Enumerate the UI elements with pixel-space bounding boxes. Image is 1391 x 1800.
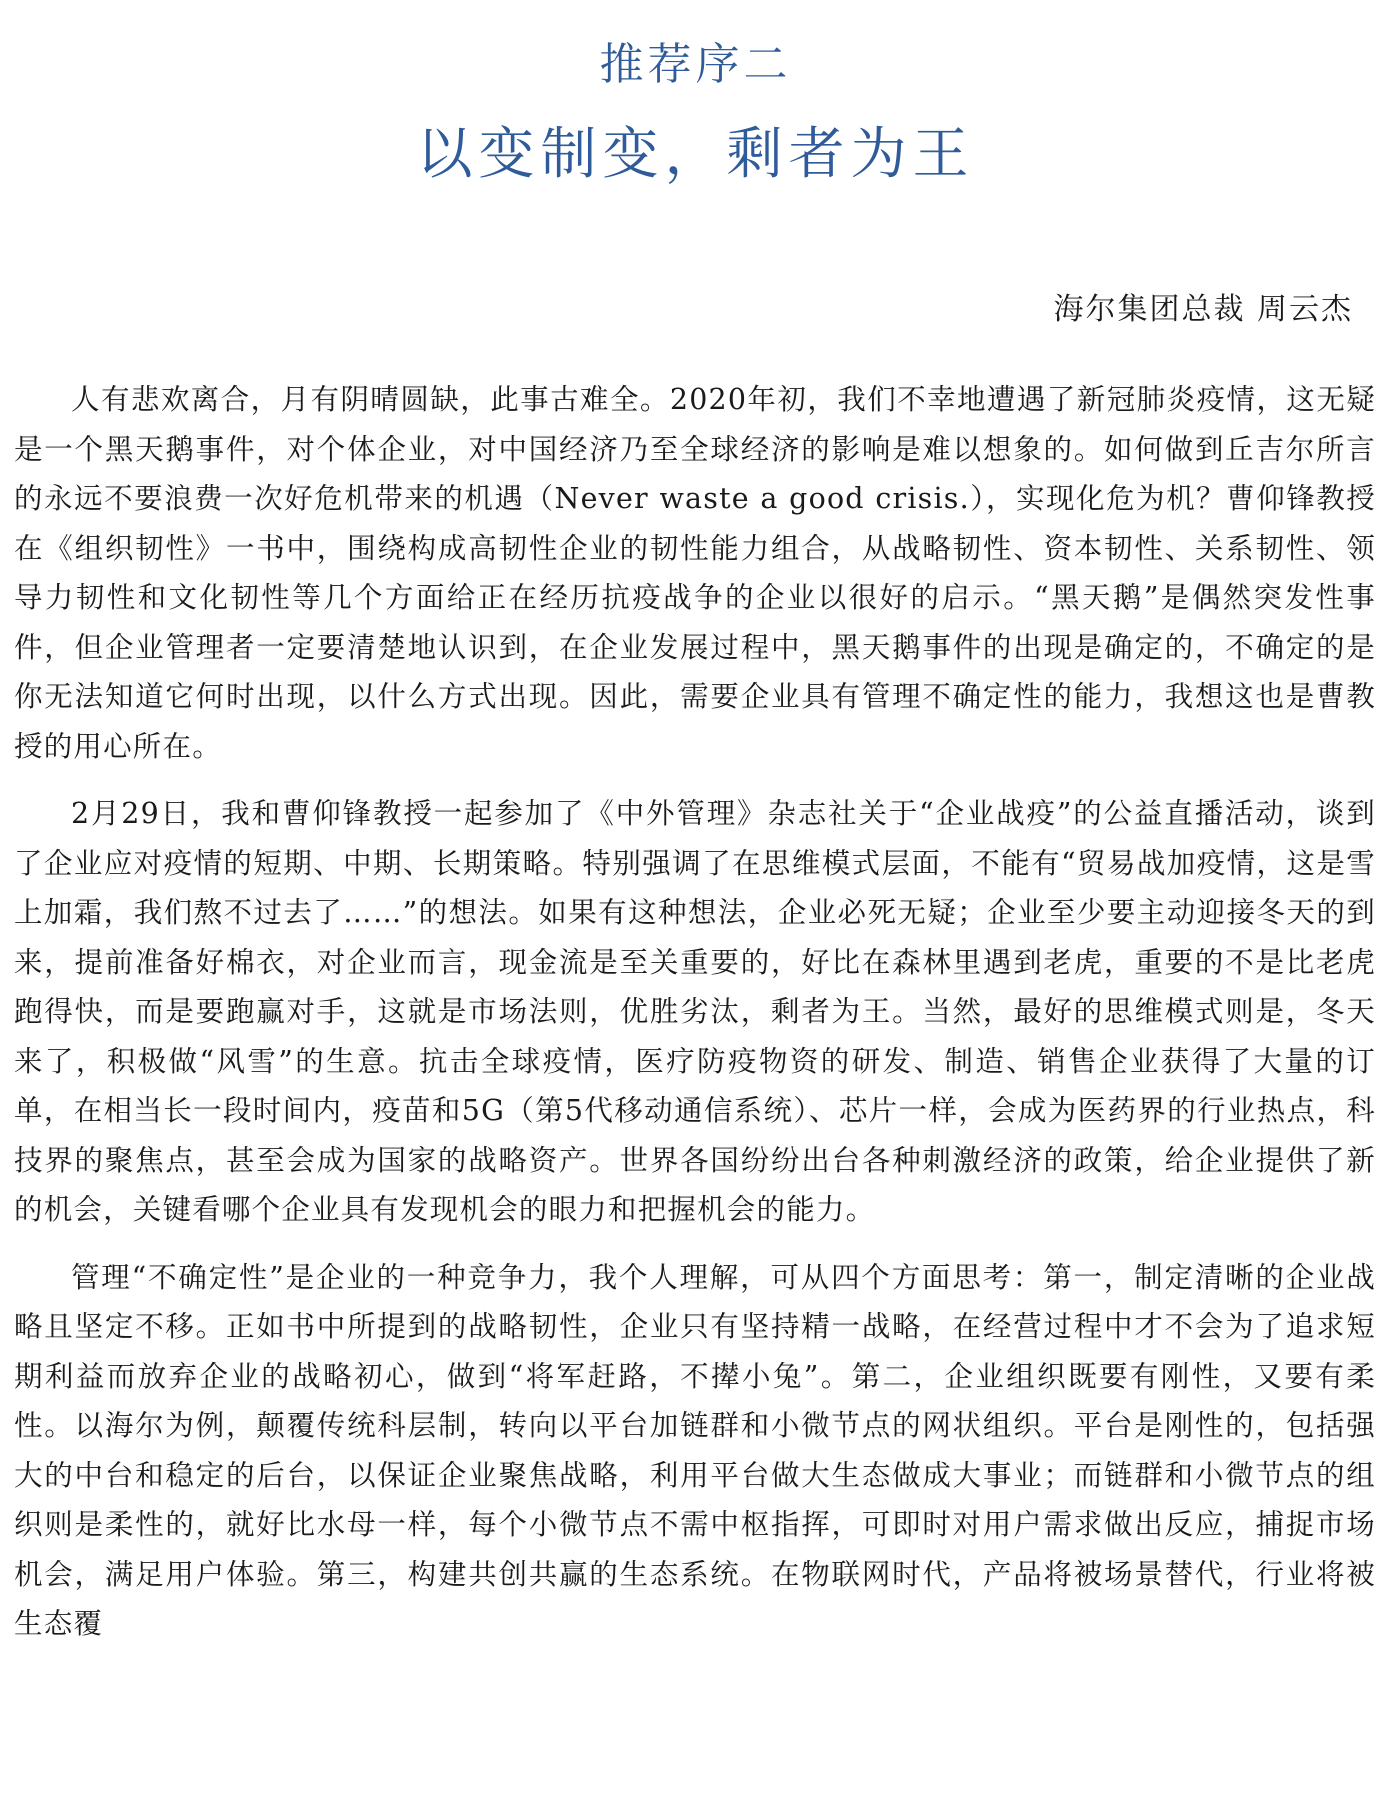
paragraph-3: 管理“不确定性”是企业的一种竞争力，我个人理解，可从四个方面思考：第一，制定清晰的企业战略且坚定不移。正如书中所提到的战略韧性，企业只有坚持精一战略，在经营过程中才不会为了追求短期利益而放弃企业的战略初心，做到“将军赶路，不撵小兔”。第二，企业组织既要有刚性，又要有柔性。以海尔为例，颠覆传统科层制，转向以平台加链群和小微节点的网状组织。平台是刚性的，包括强大的中台和稳定的后台，以保证企业聚焦战略，利用平台做大生态做成大事业；而链群和小微节点的组织则是柔性的，就好比水母一样，每个小微节点不需中枢指挥，可即时对用户需求做出反应，捕捉市场机会，满足用户体验。第三，构建共创共赢的生态系统。在物联网时代，产品将被场景替代，行业将被生态覆 (14, 1260, 1376, 1640)
author-byline: 海尔集团总裁 周云杰 (1053, 292, 1353, 327)
paragraph-1: 人有悲欢离合，月有阴晴圆缺，此事古难全。2020年初，我们不幸地遭遇了新冠肺炎疫情，这无疑是一个黑天鹅事件，对个体企业，对中国经济乃至全球经济的影响是难以想象的。如何做到丘吉尔所言的永远不要浪费一次好危机带来的机遇（Never waste a good crisis.），实现化危为机？曹仰锋教授在《组织韧性》一书中，围绕构成高韧性企业的韧性能力组合，从战略韧性、资本韧性、关系韧性、领导力韧性和文化韧性等几个方面给正在经历抗疫战争的企业以很好的启示。“黑天鹅”是偶然突发性事件，但企业管理者一定要清楚地认识到，在企业发展过程中，黑天鹅事件的出现是确定的，不确定的是你无法知道它何时出现，以什么方式出现。因此，需要企业具有管理不确定性的能力，我想这也是曹教授的用心所在。 (14, 383, 1376, 763)
page-title: 以变制变，剩者为王 (416, 122, 975, 187)
paragraph-2: 2月29日，我和曹仰锋教授一起参加了《中外管理》杂志社关于“企业战疫”的公益直播活动，谈到了企业应对疫情的短期、中期、长期策略。特别强调了在思维模式层面，不能有“贸易战加疫情，这是雪上加霜，我们熬不过去了……”的想法。如果有这种想法，企业必死无疑；企业至少要主动迎接冬天的到来，提前准备好棉衣，对企业而言，现金流是至关重要的，好比在森林里遇到老虎，重要的不是比老虎跑得快，而是要跑赢对手，这就是市场法则，优胜劣汰，剩者为王。当然，最好的思维模式则是，冬天来了，积极做“风雪”的生意。抗击全球疫情，医疗防疫物资的研发、制造、销售企业获得了大量的订单，在相当长一段时间内，疫苗和5G（第5代移动通信系统）、芯片一样，会成为医药界的行业热点，科技界的聚焦点，甚至会成为国家的战略资产。世界各国纷纷出台各种刺激经济的政策，给企业提供了新的机会，关键看哪个企业具有发现机会的眼力和把握机会的能力。 (14, 797, 1376, 1226)
section-kicker: 推荐序二 (599, 39, 792, 90)
body-text (14, 375, 1376, 1667)
